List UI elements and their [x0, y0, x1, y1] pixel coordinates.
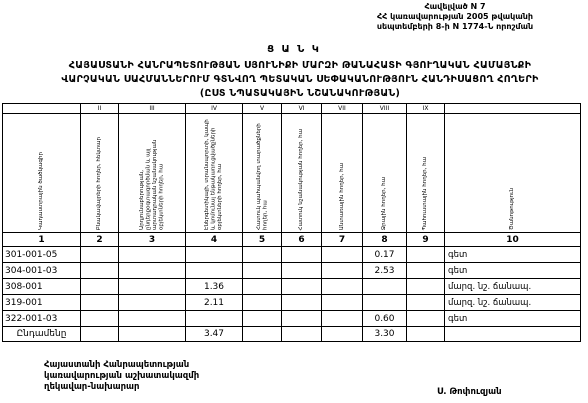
cell-settlement [81, 295, 119, 311]
column-header-row [3, 114, 581, 233]
roman-cell: VI [282, 104, 322, 114]
cell-note: գետ [445, 311, 581, 327]
total-empty-cell [81, 327, 119, 342]
signatory-name: Ս. Թոփուզյան [437, 387, 502, 397]
roman-numeral-row [3, 104, 581, 114]
cell-special [282, 263, 322, 279]
header-text: Հատուկ պահպանվող տարածքների հողեր, հա [255, 123, 268, 230]
column-number: 5 [243, 233, 282, 247]
table-row [3, 247, 581, 263]
main-title-line-2: ՎԱՐՉԱԿԱՆ ՍԱՀՄԱՆՆԵՐՈՒՄ ԳՏՆՎՈՂ ՊԵՏԱԿԱՆ ՍԵՓԱԿԱՆՈՒԹՅՈՒՆ ՀԱՆԴԻՍԱՑՈՂ ՀՈՂԵՐԻ [61, 74, 539, 85]
cell-protected [243, 311, 282, 327]
annex-line-3: սեպտեմբերի 8-ի N 1774-Ն որոշման [376, 22, 534, 31]
column-number: 7 [322, 233, 363, 247]
cell-forest [322, 295, 363, 311]
cell-protected [243, 247, 282, 263]
cell-water [363, 279, 407, 295]
roman-cell: VII [322, 104, 363, 114]
cell-forest [322, 263, 363, 279]
total-water: 3.30 [363, 327, 407, 342]
total-empty-cell [243, 327, 282, 342]
main-title-line-3: (ԸՍՏ ՆՊԱՏԱԿԱՅԻՆ ՆՇԱՆԱԿՈՒԹՅԱՆ) [199, 88, 401, 99]
cell-industrial [119, 263, 186, 279]
cell-note: գետ [445, 263, 581, 279]
signatory-line-3: ղեկավար-նախարար [44, 382, 140, 392]
header-forest-land [322, 114, 363, 233]
header-text: Հատուկ նշանակության հողեր, հա [298, 128, 305, 230]
cell-special [282, 247, 322, 263]
roman-cell: V [243, 104, 282, 114]
table-row [3, 311, 581, 327]
roman-cell: II [81, 104, 119, 114]
header-water-land [363, 114, 407, 233]
column-number: 2 [81, 233, 119, 247]
cell-settlement [81, 279, 119, 295]
table-row [3, 295, 581, 311]
header-text: Ջրային հողեր, հա [381, 176, 388, 230]
main-title [20, 59, 580, 101]
header-industrial-land [119, 114, 186, 233]
cell-reserve [407, 263, 445, 279]
table-row [3, 279, 581, 295]
column-number: 4 [186, 233, 243, 247]
signatory-title [44, 360, 199, 393]
header-notes [445, 114, 581, 233]
header-settlement-land [81, 114, 119, 233]
column-number: 10 [445, 233, 581, 247]
header-text: Էներգետիկայի, տրանսպորտի, կապի և կոմունալ ենթակառուցվածքների օբյեկտների հողեր, հա [204, 119, 224, 230]
cadastral-code: 308-001 [3, 279, 81, 295]
header-text: Արդյունաբերության, ընդերքօգտագործման և այլ արտադրական նշանակության օբյեկտների հողեր, հա [139, 139, 165, 230]
cell-industrial [119, 311, 186, 327]
cadastral-code: 322-001-03 [3, 311, 81, 327]
column-number: 6 [282, 233, 322, 247]
column-number: 8 [363, 233, 407, 247]
table-row [3, 263, 581, 279]
cell-forest [322, 311, 363, 327]
signatory-line-2: կառավարության աշխատակազմի [44, 371, 200, 381]
cell-reserve [407, 295, 445, 311]
roman-cell [445, 104, 581, 114]
land-table [2, 103, 581, 342]
cell-protected [243, 279, 282, 295]
header-protected-land [243, 114, 282, 233]
cell-protected [243, 263, 282, 279]
annex-line-2: ՀՀ կառավարության 2005 թվականի [376, 12, 534, 21]
cell-water [363, 295, 407, 311]
total-label: Ընդամենը [3, 327, 81, 342]
cell-protected [243, 295, 282, 311]
cell-infrastructure: 2.11 [186, 295, 243, 311]
total-empty-cell [322, 327, 363, 342]
column-number: 1 [3, 233, 81, 247]
header-special-land [282, 114, 322, 233]
annex-line-1: Հավելված N 7 [424, 2, 486, 11]
total-empty-cell [282, 327, 322, 342]
main-title-line-1: ՀԱՅԱՍՏԱՆԻ ՀԱՆՐԱՊԵՏՈՒԹՅԱՆ ՍՅՈՒՆԻՔԻ ՄԱՐԶԻ ԹԱՆԱՀԱՏԻ ԳՅՈՒՂԱԿԱՆ ՀԱՄԱՅՆՔԻ [68, 60, 532, 71]
roman-cell: IV [186, 104, 243, 114]
cell-forest [322, 247, 363, 263]
roman-cell: VIII [363, 104, 407, 114]
cell-note: մարզ. նշ. ճանապ. [445, 279, 581, 295]
roman-cell [3, 104, 81, 114]
cell-infrastructure [186, 263, 243, 279]
column-number-row [3, 233, 581, 247]
cell-water: 2.53 [363, 263, 407, 279]
header-reserve-land [407, 114, 445, 233]
cell-infrastructure: 1.36 [186, 279, 243, 295]
header-text: Կադաստրային ծածկագիր [38, 152, 45, 230]
header-text: Անտառային հողեր, հա [338, 162, 345, 230]
cell-settlement [81, 263, 119, 279]
cell-industrial [119, 247, 186, 263]
cell-reserve [407, 279, 445, 295]
total-empty-cell [407, 327, 445, 342]
total-row [3, 327, 581, 342]
cell-settlement [81, 247, 119, 263]
cell-special [282, 295, 322, 311]
cadastral-code: 319-001 [3, 295, 81, 311]
roman-cell: IX [407, 104, 445, 114]
list-title: Ց Ա Ն Կ [267, 44, 321, 55]
total-empty-cell [119, 327, 186, 342]
cell-special [282, 311, 322, 327]
cadastral-code: 301-001-05 [3, 247, 81, 263]
total-empty-cell [445, 327, 581, 342]
header-infrastructure-land [186, 114, 243, 233]
cell-note: մարզ. նշ. ճանապ. [445, 295, 581, 311]
cell-special [282, 279, 322, 295]
cell-reserve [407, 311, 445, 327]
signatory-line-1: Հայաստանի Հանրապետության [44, 360, 190, 370]
cell-water: 0.60 [363, 311, 407, 327]
header-text: Բնակավայրերի հողեր, հեկտար [96, 136, 103, 230]
total-infrastructure: 3.47 [186, 327, 243, 342]
cell-settlement [81, 311, 119, 327]
header-text: Ծանոթություն [509, 188, 516, 230]
cell-infrastructure [186, 311, 243, 327]
cell-industrial [119, 279, 186, 295]
roman-cell: III [119, 104, 186, 114]
cell-forest [322, 279, 363, 295]
cadastral-code: 304-001-03 [3, 263, 81, 279]
annex-header [330, 2, 580, 32]
cell-infrastructure [186, 247, 243, 263]
cell-industrial [119, 295, 186, 311]
header-text: Պահուստային հողեր, հա [422, 156, 429, 230]
column-number: 3 [119, 233, 186, 247]
cell-water: 0.17 [363, 247, 407, 263]
cell-note: գետ [445, 247, 581, 263]
header-cadastral-code [3, 114, 81, 233]
column-number: 9 [407, 233, 445, 247]
cell-reserve [407, 247, 445, 263]
